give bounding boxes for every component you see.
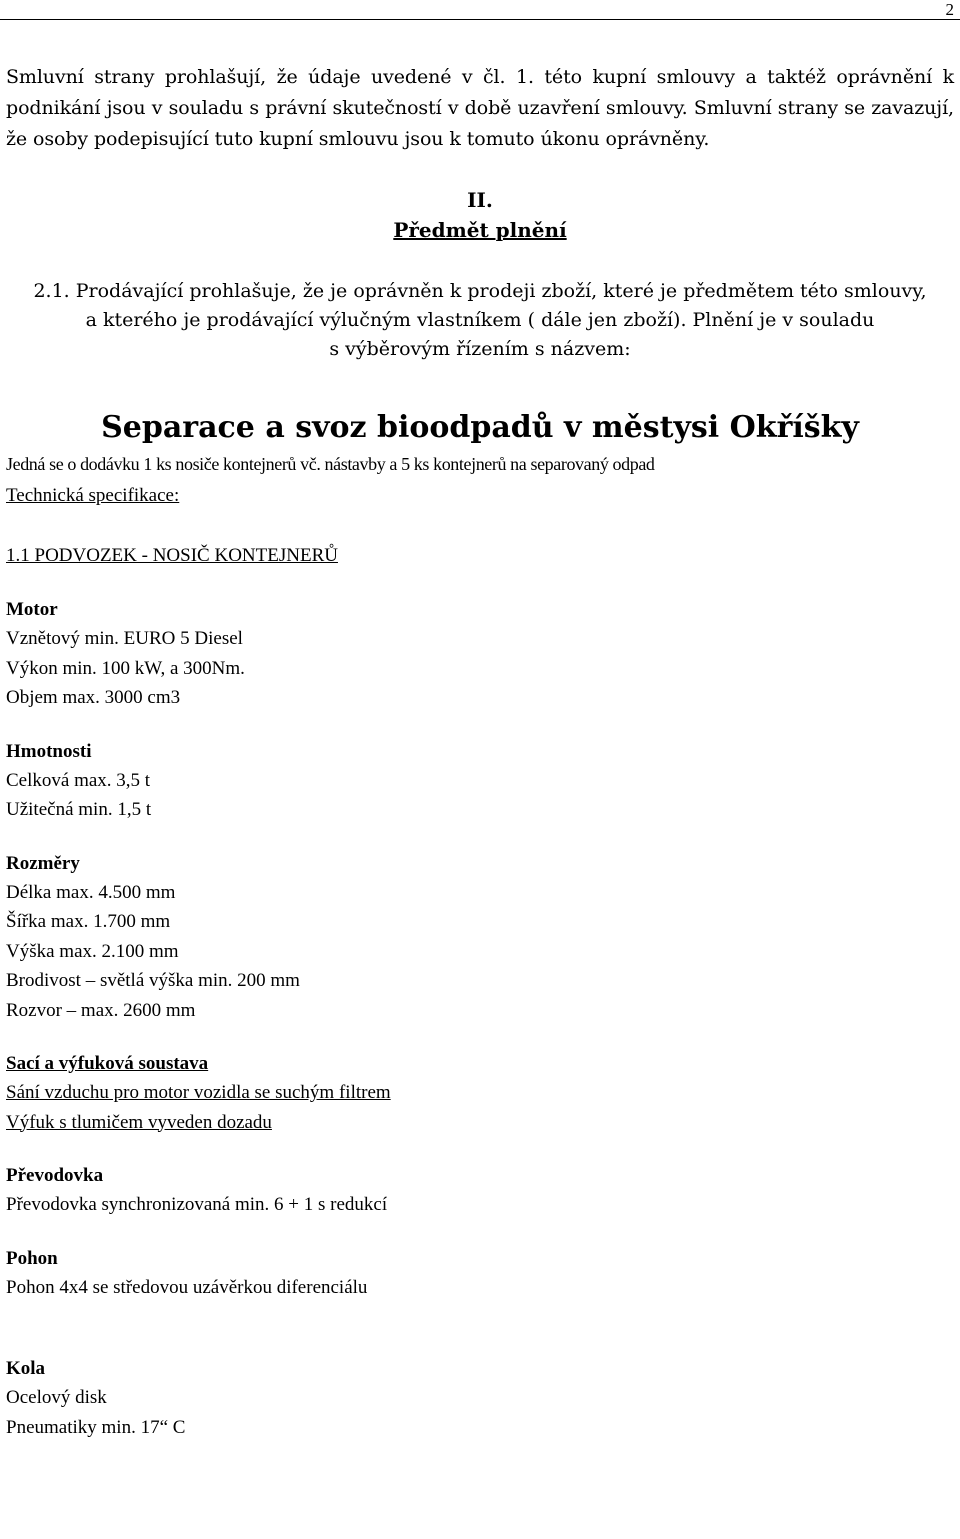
intro-paragraph: Smluvní strany prohlašují, že údaje uvedené v čl. 1. této kupní smlouvy a taktéž oprávnění k podnikání jsou v souladu s právní skutečností v době uzavření smlouvy. Smluvní strany se zavazují, že osoby podepisující tuto kupní smlouvu jsou k tomuto úkonu oprávněny. — [6, 66, 954, 150]
delivery-note: Jedná se o dodávku 1 ks nosiče kontejnerů vč. nástavby a 5 ks kontejnerů na separovaný odpad — [6, 454, 655, 474]
paragraph-2-1-line2: a kterého je prodávající výlučným vlastníkem ( dále jen zboží). Plnění je v souladu — [85, 309, 875, 331]
header-rule — [0, 19, 960, 20]
group-title: Převodovka — [6, 1165, 104, 1186]
spec-line: Objem max. 3000 cm3 — [6, 687, 181, 708]
group-motor — [6, 595, 954, 713]
group-title: Sací a výfuková soustava — [6, 1053, 209, 1074]
paragraph-2-1-line1: 2.1. Prodávající prohlašuje, že je oprávněn k prodeji zboží, které je předmětem této smlouvy, — [33, 280, 927, 302]
section-number: II. — [467, 188, 493, 212]
group-kola — [6, 1354, 954, 1442]
group-title: Pohon — [6, 1247, 58, 1269]
spec-line: Užitečná min. 1,5 t — [6, 799, 152, 820]
group-title: Rozměry — [6, 852, 80, 874]
subsection-title: 1.1 PODVOZEK - NOSIČ KONTEJNERŮ — [6, 545, 338, 566]
spec-label: Technická specifikace: — [6, 485, 180, 506]
spec-line: Pohon 4x4 se středovou uzávěrkou diferenciálu — [6, 1276, 368, 1298]
group-saci-vyfukova — [6, 1049, 954, 1137]
paragraph-2-1-line3: s výběrovým řízením s názvem: — [329, 338, 631, 360]
spec-line: Celková max. 3,5 t — [6, 769, 151, 791]
group-title: Hmotnosti — [6, 740, 92, 762]
group-prevodovka — [6, 1161, 954, 1220]
spec-line: Výfuk s tlumičem vyveden dozadu — [6, 1111, 272, 1133]
paragraph-2-1 — [6, 277, 954, 364]
spec-line: Šířka max. 1.700 mm — [6, 911, 171, 932]
spec-line: Výkon min. 100 kW, a 300Nm. — [6, 657, 245, 679]
group-title: Motor — [6, 599, 58, 620]
tender-title: Separace a svoz bioodpadů v městysi Okříšky — [101, 410, 859, 445]
group-rozmery — [6, 849, 954, 1026]
group-title: Kola — [6, 1358, 46, 1379]
spec-line: Výška max. 2.100 mm — [6, 940, 179, 962]
spec-line: Brodivost – světlá výška min. 200 mm — [6, 970, 300, 991]
section-title: Předmět plnění — [393, 218, 567, 242]
spec-line: Pneumatiky min. 17“ C — [6, 1416, 186, 1438]
spec-line: Rozvor – max. 2600 mm — [6, 999, 196, 1021]
group-hmotnosti — [6, 737, 954, 825]
spec-line: Ocelový disk — [6, 1387, 107, 1408]
document-body — [6, 62, 954, 1442]
spec-line: Délka max. 4.500 mm — [6, 881, 176, 903]
page-number: 2 — [945, 0, 954, 19]
spec-line: Převodovka synchronizovaná min. 6 + 1 s redukcí — [6, 1194, 388, 1215]
spec-line: Vznětový min. EURO 5 Diesel — [6, 628, 243, 649]
group-pohon — [6, 1244, 954, 1303]
spec-line: Sání vzduchu pro motor vozidla se suchým filtrem — [6, 1082, 391, 1103]
